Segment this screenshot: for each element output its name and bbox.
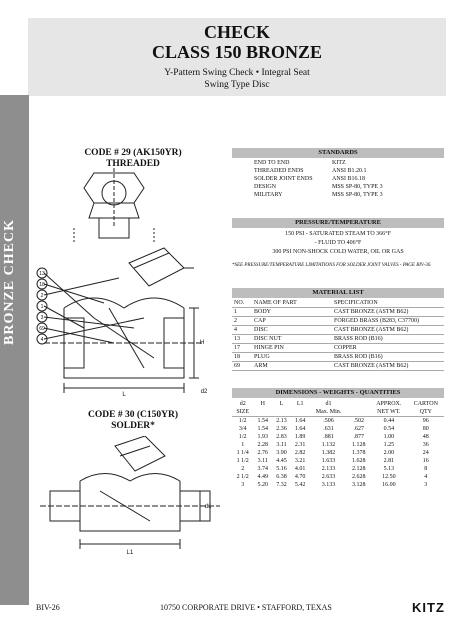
dimension-row	[232, 417, 444, 426]
pressure-line-2: - FLUID TO 406°F	[314, 240, 362, 246]
dimension-cell: 1.128	[352, 442, 366, 448]
dimension-row	[232, 473, 444, 481]
code29-type: THREADED	[106, 159, 160, 169]
dimension-cell: 3.11	[257, 458, 268, 464]
callout-7: 4	[40, 337, 44, 343]
dimension-cell: 2.83	[276, 434, 287, 440]
dimension-cell: 2.00	[383, 450, 395, 456]
standard-value: MSS SP-80, TYPE 3	[332, 192, 383, 198]
dimension-cell: 2.133	[321, 466, 336, 472]
dimension-cell: 3	[424, 482, 428, 488]
standards-heading: STANDARDS	[232, 148, 444, 158]
standard-value: ANSI B16.18	[332, 176, 366, 182]
callout-2: 18	[39, 282, 45, 288]
pressure-note: *SEE PRESSURE/TEMPERATURE LIMITATIONS FOR SOLDER JOINT VALVES - PAGE BIV-36.	[232, 263, 432, 268]
dim-col-spacer	[347, 400, 370, 408]
dimension-cell: 2.13	[276, 418, 287, 424]
standard-value: KITZ	[332, 160, 346, 166]
dimension-cell: 3	[241, 482, 245, 488]
dimension-cell: 1.64	[294, 418, 306, 424]
standards-row	[232, 167, 444, 175]
material-row	[232, 362, 444, 371]
material-no: 69	[232, 362, 252, 371]
dimension-row	[232, 425, 444, 433]
dimension-cell: 16	[422, 458, 429, 464]
code30-title: CODE # 30 (C150YR)	[88, 410, 178, 420]
dimension-cell: 1.54	[257, 418, 269, 424]
page-subtitle: CLASS 150 BRONZE	[151, 42, 323, 62]
material-no: 18	[232, 353, 252, 362]
dimension-cell: 1.89	[294, 434, 306, 440]
dimension-cell: 2.628	[352, 474, 366, 480]
dimension-row	[232, 481, 444, 489]
dimension-row	[232, 449, 444, 457]
side-tab-label: BRONZE CHECK	[2, 219, 17, 345]
standards-row	[232, 191, 444, 199]
dimension-cell: 2.633	[321, 474, 336, 480]
dimension-cell: .627	[353, 426, 364, 432]
dimension-cell: 1.25	[383, 442, 395, 448]
material-part: DISC NUT	[252, 335, 332, 344]
dimension-cell: 80	[422, 426, 429, 432]
dim-col-subheader: SIZE	[232, 408, 253, 417]
mat-col-no: NO.	[232, 299, 252, 308]
dimensions-table	[232, 400, 444, 489]
dimension-cell: 4.49	[257, 474, 269, 480]
material-part: DISC	[252, 326, 332, 335]
dimension-cell: .631	[323, 426, 334, 432]
standards-row	[232, 175, 444, 183]
dimension-cell: 1.00	[383, 434, 395, 440]
dimension-cell: 1.132	[321, 442, 336, 448]
material-no: 17	[232, 344, 252, 353]
dim-col-spacer	[347, 408, 370, 417]
dimension-cell: 2.36	[276, 426, 287, 432]
code29-title: CODE # 29 (AK150YR)	[84, 148, 182, 158]
description-line-2: Swing Type Disc	[204, 80, 270, 90]
dimension-cell: 12.50	[382, 474, 396, 480]
dimension-cell: .502	[353, 418, 364, 424]
material-part: PLUG	[252, 353, 332, 362]
pressure-line-1: 150 PSI - SATURATED STEAM TO 366°F	[285, 231, 391, 237]
dimension-cell: 8	[424, 466, 428, 472]
standard-item: THREADED ENDS	[254, 168, 304, 174]
dimension-cell: 1.633	[321, 458, 336, 464]
dim-col-subheader	[253, 408, 272, 417]
side-tab	[0, 95, 29, 605]
dim-col-subheader: Max. Min.	[309, 408, 347, 417]
dimension-cell: 6.38	[276, 474, 287, 480]
standard-value: MSS SP-80, TYPE 3	[332, 184, 383, 190]
dimension-cell: 3.21	[294, 458, 306, 464]
dimension-cell: 3.128	[352, 482, 366, 488]
dimension-cell: 36	[422, 442, 429, 448]
mat-col-name: NAME OF PART	[252, 299, 332, 308]
dimension-cell: 2.82	[294, 450, 306, 456]
material-spec: CAST BRONZE (ASTM B62)	[332, 326, 444, 335]
standard-item: MILITARY	[254, 192, 283, 198]
standard-value: ANSI B1.20.1	[332, 168, 367, 174]
dimension-cell: 3.11	[276, 442, 287, 448]
dim-col-header: L	[279, 401, 284, 407]
dimension-row	[232, 441, 444, 449]
dimension-cell: 1.54	[257, 426, 269, 432]
dim-L-label: L	[122, 392, 126, 398]
material-no: 13	[232, 335, 252, 344]
dimension-cell: 7.32	[276, 482, 287, 488]
material-row	[232, 326, 444, 335]
dimension-row	[232, 433, 444, 441]
dimension-cell: 4	[424, 474, 428, 480]
dimension-cell: 2	[241, 466, 245, 472]
dimension-cell: 3/4	[238, 426, 247, 432]
dim-col-subheader	[272, 408, 291, 417]
dim-H-label: H	[199, 340, 205, 346]
dimension-cell: 5.42	[294, 482, 306, 488]
standard-item: SOLDER JOINT ENDS	[254, 176, 313, 182]
dimension-cell: 2 1/2	[236, 474, 249, 480]
dimension-cell: 16.00	[382, 482, 396, 488]
standards-table	[232, 159, 444, 199]
dimension-row	[232, 465, 444, 473]
standard-item: DESIGN	[254, 184, 276, 190]
dim-d1-label: d1	[204, 504, 212, 510]
dimension-cell: 2.81	[383, 458, 395, 464]
callout-6: 69	[39, 326, 45, 332]
pressure-heading: PRESSURE/TEMPERATURE	[232, 218, 444, 228]
dimension-cell: 48	[422, 434, 429, 440]
code29-label	[48, 148, 218, 170]
page-title: CHECK	[203, 22, 270, 42]
dimension-cell: 1.628	[352, 458, 366, 464]
material-no: 2	[232, 317, 252, 326]
dimension-cell: 5.20	[257, 482, 269, 488]
material-spec: CAST BRONZE (ASTM B62)	[332, 362, 444, 371]
dimension-cell: 24	[422, 450, 429, 456]
dimension-cell: 96	[422, 418, 429, 424]
dimension-cell: 1.382	[321, 450, 336, 456]
page-number: BIV-26	[36, 603, 60, 612]
standards-row	[232, 159, 444, 167]
description-line-1: Y-Pattern Swing Check • Integral Seat	[164, 68, 310, 78]
dimension-cell: .877	[353, 434, 364, 440]
material-row	[232, 344, 444, 353]
material-no: 1	[232, 308, 252, 317]
material-row	[232, 317, 444, 326]
dimension-cell: 5.16	[276, 466, 287, 472]
dim-col-header: CARTON	[413, 401, 438, 407]
kitz-logo: KITZ	[412, 600, 445, 615]
callout-1: 13	[39, 271, 45, 277]
dimension-cell: 1/2	[238, 434, 247, 440]
solder-valve-drawing	[40, 436, 220, 561]
dimension-cell: 4.70	[294, 474, 306, 480]
material-spec: CAST BRONZE (ASTM B62)	[332, 308, 444, 317]
dimension-cell: 1	[241, 442, 245, 448]
material-row	[232, 308, 444, 317]
dim-col-header: APPROX.	[376, 401, 402, 407]
dimension-cell: 2.76	[257, 450, 269, 456]
material-part: BODY	[252, 308, 332, 317]
dim-d2-label: d2	[200, 389, 208, 395]
standards-row	[232, 183, 444, 191]
dimension-cell: 4.01	[294, 466, 306, 472]
dim-col-subheader	[291, 408, 310, 417]
code30-label	[48, 410, 218, 432]
threaded-valve-drawing	[34, 168, 224, 400]
material-part: HINGE PIN	[252, 344, 332, 353]
material-spec: BRASS ROD (B16)	[332, 353, 444, 362]
dim-col-header: H	[260, 401, 265, 407]
callout-4: 1	[40, 304, 44, 310]
material-spec: COPPER	[332, 344, 444, 353]
callout-3: 2	[40, 293, 44, 299]
dimension-cell: 2.31	[294, 442, 306, 448]
dimension-cell: 5.13	[383, 466, 395, 472]
dimension-cell: 1/2	[238, 418, 247, 424]
dimension-cell: 0.54	[383, 426, 395, 432]
dim-col-header: L1	[296, 401, 304, 407]
mat-col-spec: SPECIFICATION	[332, 299, 444, 308]
dimension-cell: 3.90	[276, 450, 287, 456]
dimension-cell: 1.64	[294, 426, 306, 432]
material-row	[232, 353, 444, 362]
dim-col-header: d2	[239, 401, 246, 407]
dimension-cell: 1.93	[257, 434, 269, 440]
dimension-cell: .881	[323, 434, 334, 440]
dim-col-subheader: QTY	[408, 408, 444, 417]
material-no: 4	[232, 326, 252, 335]
material-spec: FORGED BRASS (B283, C37700)	[332, 317, 444, 326]
dimension-cell: 2.28	[257, 442, 269, 448]
dimension-cell: .506	[323, 418, 334, 424]
dimension-cell: 1 1/4	[236, 450, 249, 456]
dimension-cell: 3.74	[257, 466, 269, 472]
dimension-cell: 4.45	[276, 458, 287, 464]
dimensions-heading: DIMENSIONS - WEIGHTS - QUANTITIES	[232, 388, 444, 398]
standard-item: END TO END	[254, 160, 290, 166]
dim-col-subheader: NET WT.	[370, 408, 408, 417]
material-spec: BRASS ROD (B16)	[332, 335, 444, 344]
callout-5: 3	[40, 315, 44, 321]
dimension-cell: 2.128	[352, 466, 366, 472]
material-part: ARM	[252, 362, 332, 371]
pressure-line-3: 300 PSI NON-SHOCK COLD WATER, OIL OR GAS	[272, 249, 404, 255]
dimension-cell: 0.44	[383, 418, 395, 424]
material-heading: MATERIAL LIST	[232, 288, 444, 298]
material-row	[232, 335, 444, 344]
footer-address: 10750 CORPORATE DRIVE • STAFFORD, TEXAS	[160, 603, 332, 612]
material-part: CAP	[252, 317, 332, 326]
dimension-cell: 1.378	[352, 450, 366, 456]
dim-L1-label: L1	[126, 550, 134, 556]
material-table	[232, 299, 444, 371]
dimension-cell: 1 1/2	[236, 458, 249, 464]
dimension-row	[232, 457, 444, 465]
dim-col-header: d1	[325, 401, 332, 407]
code30-type: SOLDER*	[111, 421, 155, 431]
dimension-cell: 3.133	[321, 482, 336, 488]
